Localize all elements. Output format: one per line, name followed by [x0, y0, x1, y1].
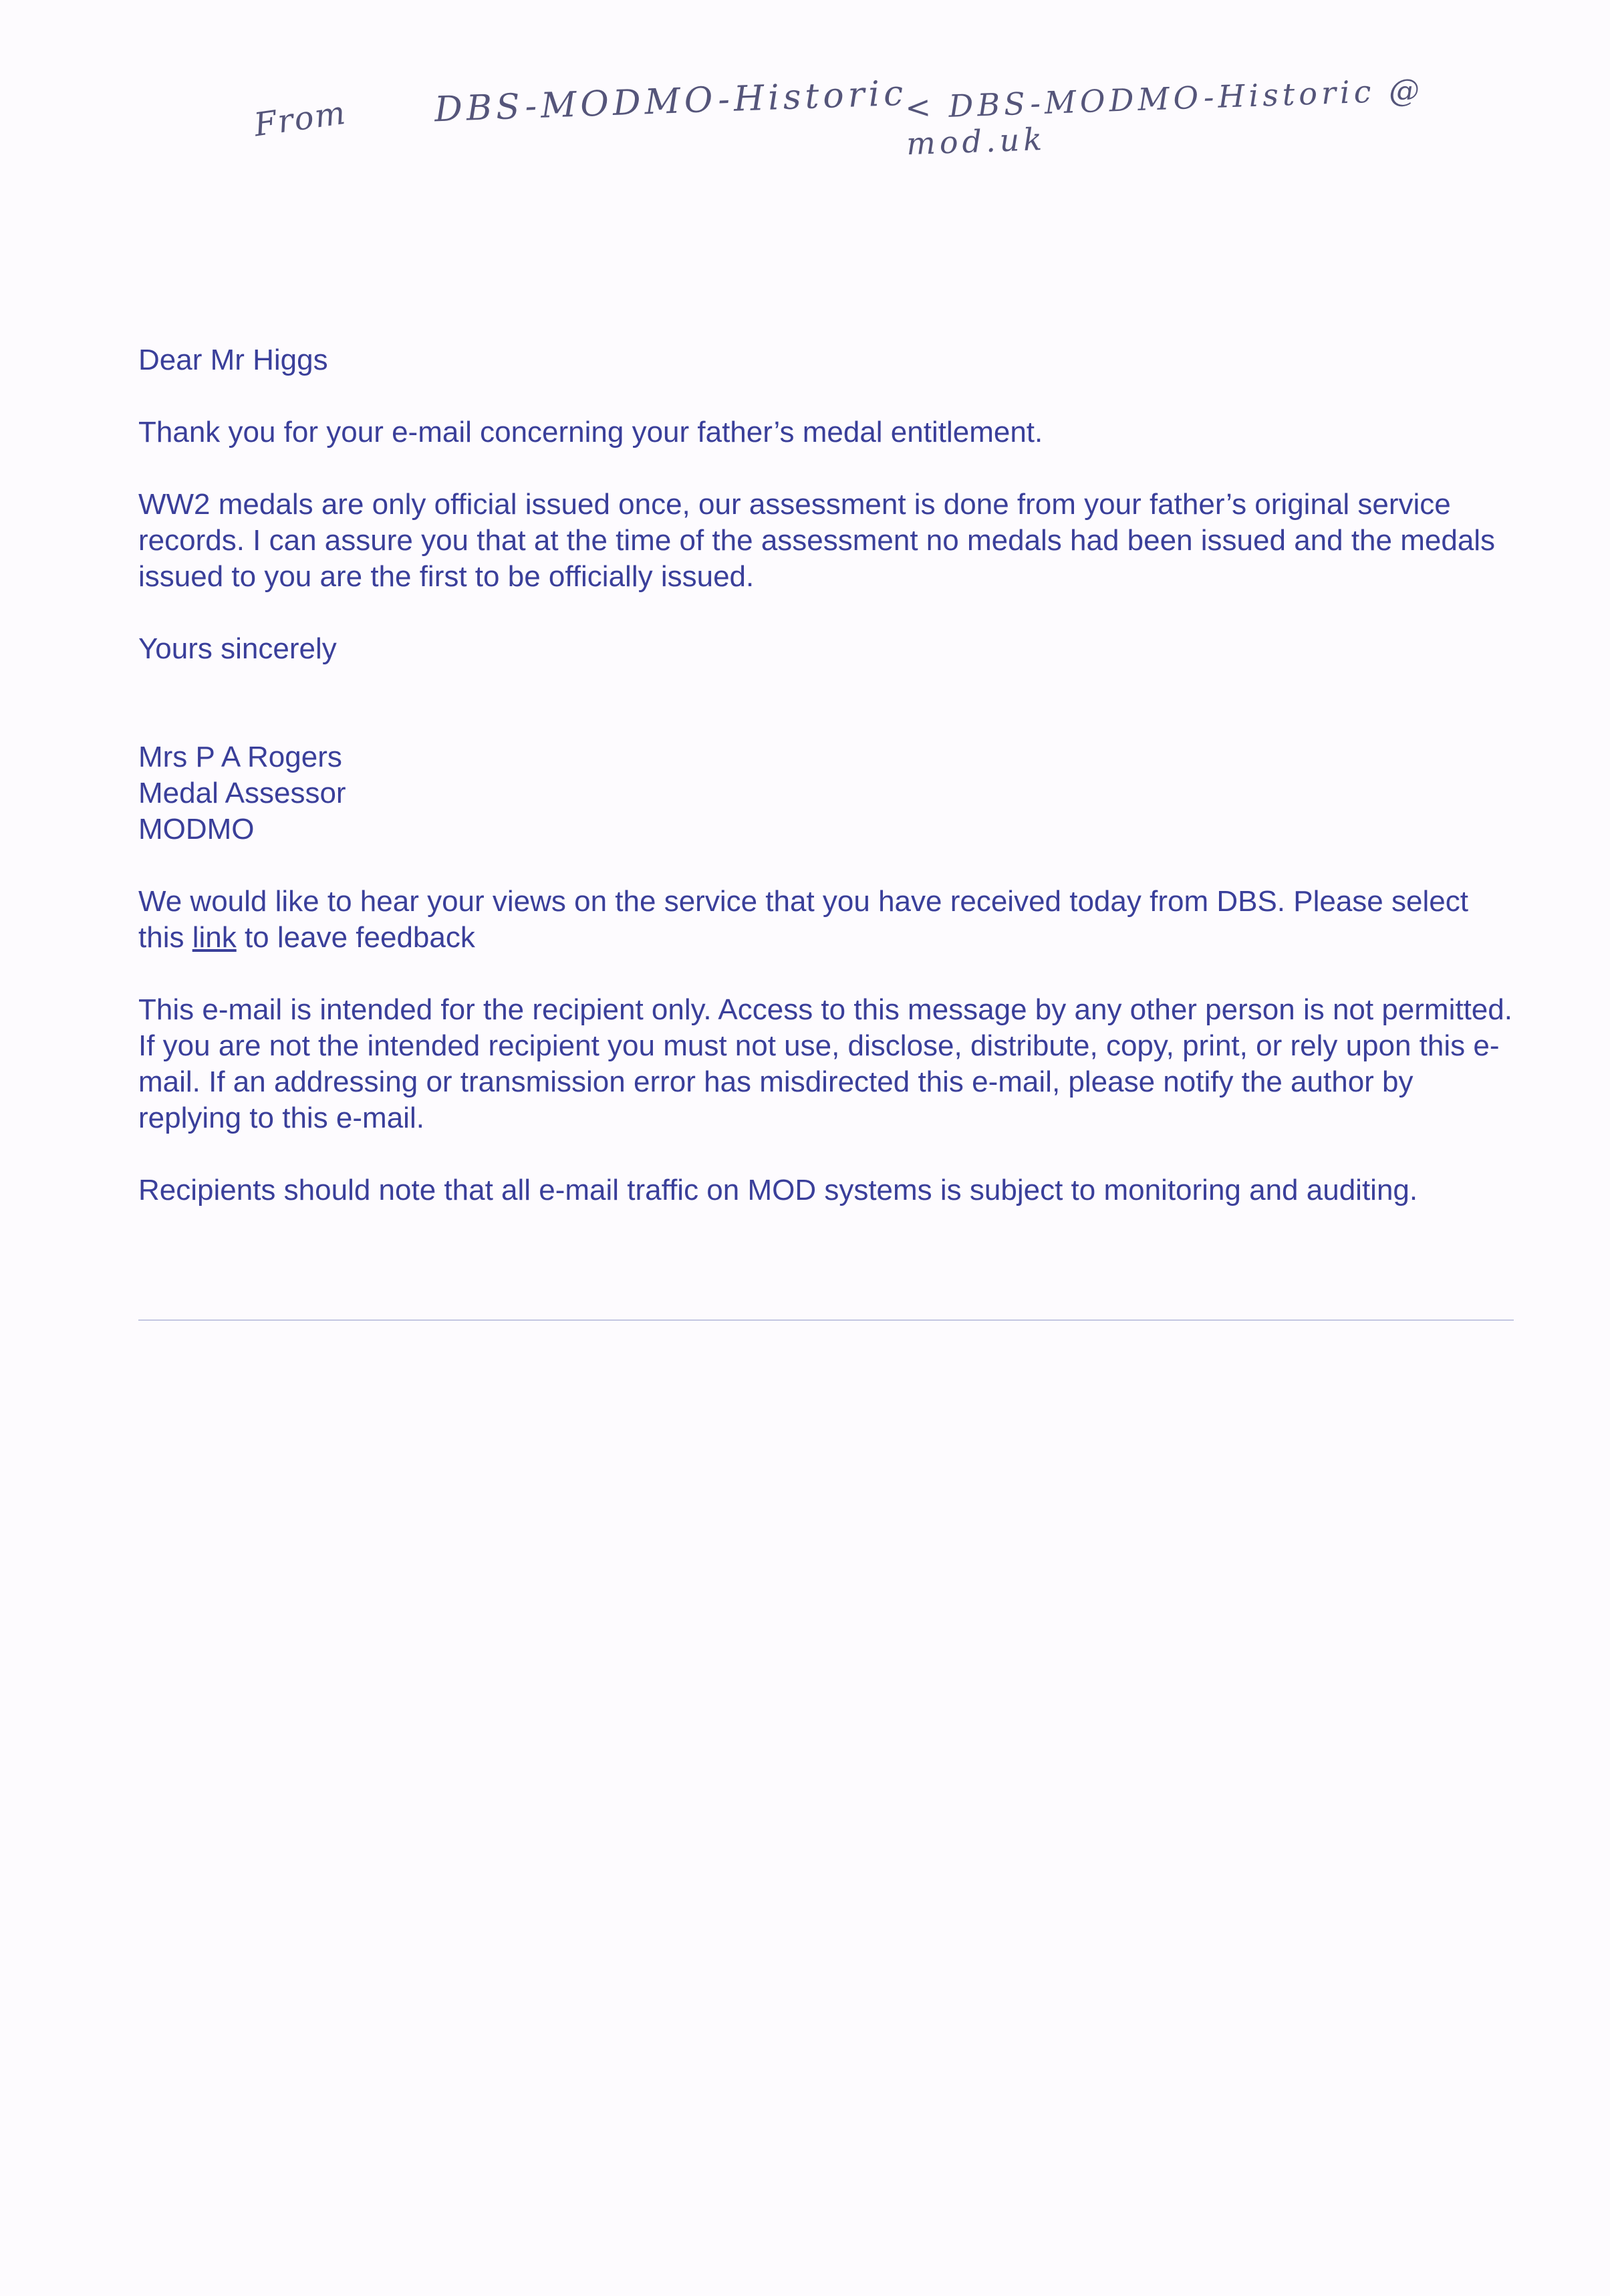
feedback-text-before: We would like to hear your views on the service that you have received today from DBS. Please select this [138, 885, 1468, 954]
horizontal-divider [138, 1319, 1514, 1321]
signature-role: Medal Assessor [138, 777, 346, 809]
paragraph-thanks: Thank you for your e-mail concerning your father’s medal entitlement. [138, 416, 1043, 449]
handwritten-sender-note [251, 72, 1524, 162]
feedback-link[interactable]: link [192, 921, 237, 954]
handwritten-sender-name: DBS-MODMO-Historic [434, 73, 908, 130]
salutation: Dear Mr Higgs [138, 344, 328, 376]
paragraph-monitoring: Recipients should note that all e-mail traffic on MOD systems is subject to monitoring and auditing. [138, 1174, 1418, 1206]
signature-name: Mrs P A Rogers [138, 741, 342, 773]
paragraph-feedback [138, 884, 1522, 956]
handwritten-from-label: From [251, 94, 349, 144]
feedback-text-after: to leave feedback [236, 921, 475, 954]
paragraph-disclaimer: This e-mail is intended for the recipient only. Access to this message by any other person is not permitted. If you are not the intended recipient you must not use, disclose, distribute, copy, print, or rely upon this e-mail. If an addressing or transmission error has misdirected this e-mail, please notify the author by replying to this e-mail. [138, 993, 1512, 1134]
signature-block [138, 739, 1522, 848]
paragraph-assessment: WW2 medals are only official issued once, our assessment is done from your father’s original service records. I can assure you that at the time of the assessment no medals had been issued and the medals issued to you are the first to be officially issued. [138, 488, 1496, 593]
closing: Yours sincerely [138, 632, 337, 665]
signature-unit: MODMO [138, 813, 255, 846]
handwritten-sender-email: < DBS-MODMO-Historic @ mod.uk [904, 72, 1424, 162]
letter-body [138, 342, 1522, 1245]
